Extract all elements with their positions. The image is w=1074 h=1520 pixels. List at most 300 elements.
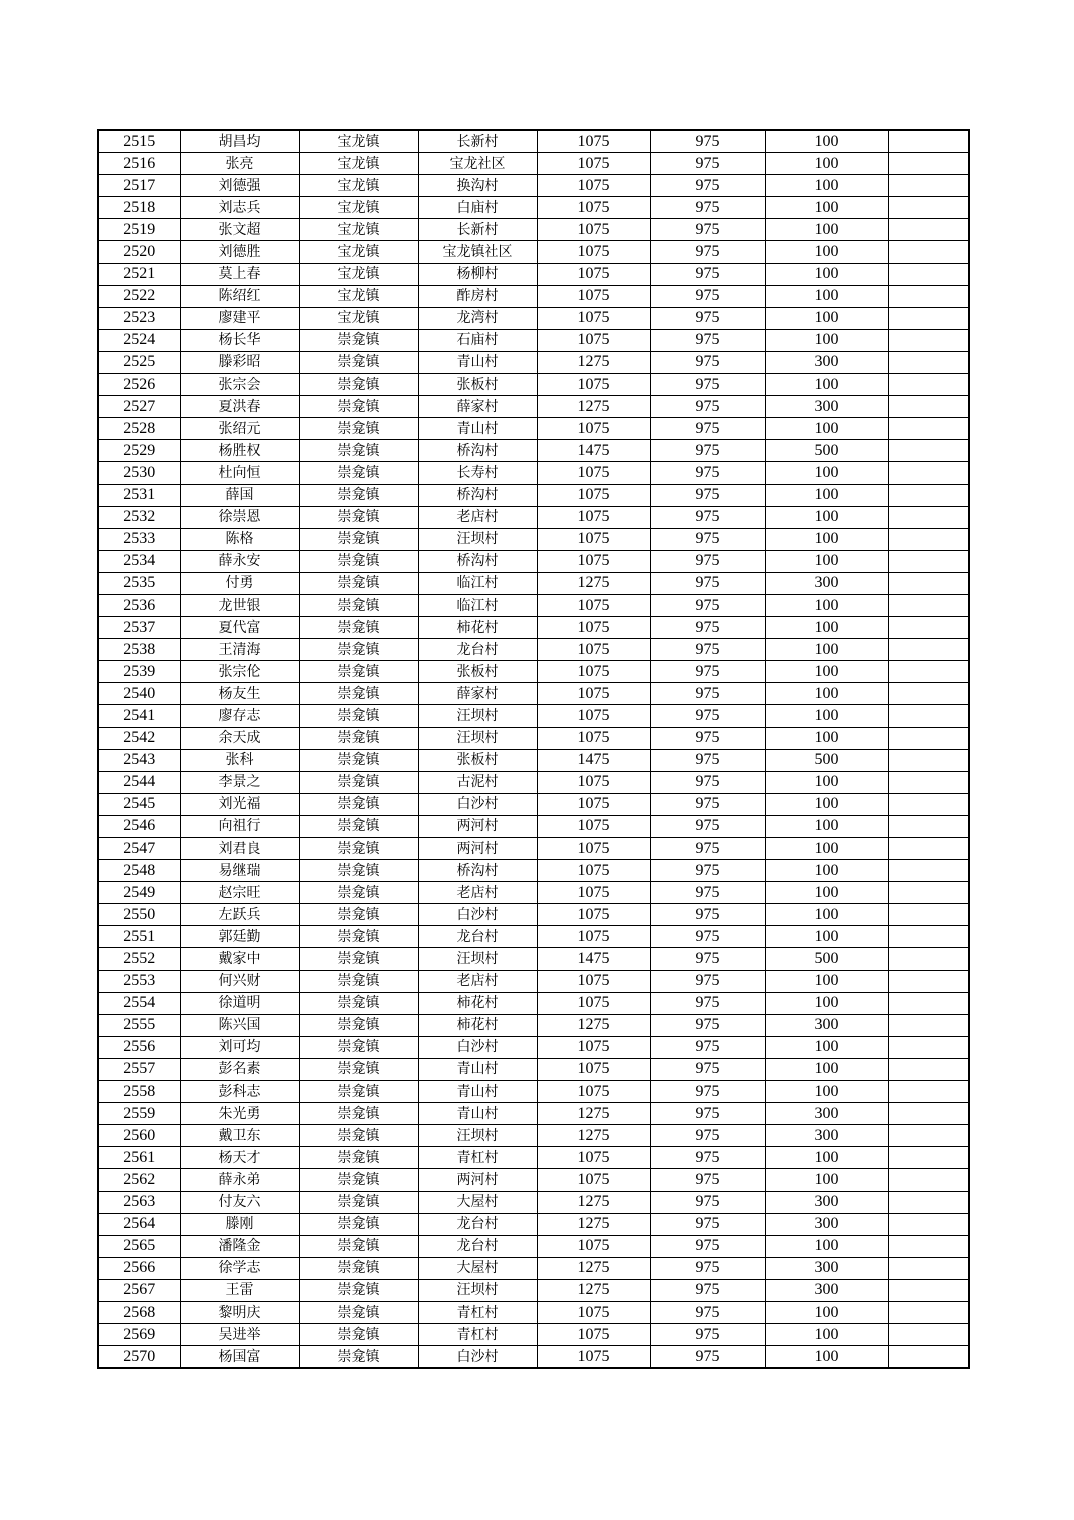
village-cell: 宝龙镇社区 <box>418 241 537 263</box>
total-amount-cell: 1075 <box>537 175 650 197</box>
village-cell: 桥沟村 <box>418 550 537 572</box>
total-amount-cell: 1475 <box>537 749 650 771</box>
name-cell: 薛永安 <box>180 550 299 572</box>
remarks-cell <box>888 1324 969 1346</box>
base-amount-cell: 975 <box>650 307 765 329</box>
name-cell: 徐道明 <box>180 992 299 1014</box>
extra-amount-cell: 100 <box>765 639 888 661</box>
name-cell: 杨胜权 <box>180 440 299 462</box>
row-number-cell: 2536 <box>98 594 180 616</box>
total-amount-cell: 1075 <box>537 506 650 528</box>
table-row <box>98 351 969 373</box>
remarks-cell <box>888 1103 969 1125</box>
total-amount-cell: 1075 <box>537 815 650 837</box>
table-row <box>98 1058 969 1080</box>
table-row <box>98 307 969 329</box>
name-cell: 张宗会 <box>180 374 299 396</box>
row-number-cell: 2519 <box>98 219 180 241</box>
extra-amount-cell: 100 <box>765 329 888 351</box>
name-cell: 刘志兵 <box>180 197 299 219</box>
village-cell: 大屋村 <box>418 1191 537 1213</box>
row-number-cell: 2563 <box>98 1191 180 1213</box>
name-cell: 刘德强 <box>180 175 299 197</box>
name-cell: 戴家中 <box>180 948 299 970</box>
base-amount-cell: 975 <box>650 661 765 683</box>
remarks-cell <box>888 683 969 705</box>
village-cell: 张板村 <box>418 749 537 771</box>
name-cell: 滕彩昭 <box>180 351 299 373</box>
name-cell: 龙世银 <box>180 594 299 616</box>
village-cell: 长新村 <box>418 219 537 241</box>
table-row <box>98 771 969 793</box>
row-number-cell: 2515 <box>98 130 180 153</box>
name-cell: 付友六 <box>180 1191 299 1213</box>
table-row <box>98 1103 969 1125</box>
total-amount-cell: 1075 <box>537 970 650 992</box>
town-cell: 崇龛镇 <box>299 1213 418 1235</box>
village-cell: 柿花村 <box>418 617 537 639</box>
table-row <box>98 440 969 462</box>
extra-amount-cell: 100 <box>765 882 888 904</box>
base-amount-cell: 975 <box>650 219 765 241</box>
remarks-cell <box>888 396 969 418</box>
village-cell: 青山村 <box>418 351 537 373</box>
remarks-cell <box>888 815 969 837</box>
total-amount-cell: 1075 <box>537 705 650 727</box>
base-amount-cell: 975 <box>650 484 765 506</box>
village-cell: 青山村 <box>418 1103 537 1125</box>
extra-amount-cell: 100 <box>765 661 888 683</box>
name-cell: 刘可均 <box>180 1036 299 1058</box>
village-cell: 汪坝村 <box>418 948 537 970</box>
remarks-cell <box>888 241 969 263</box>
total-amount-cell: 1075 <box>537 528 650 550</box>
table-row <box>98 219 969 241</box>
village-cell: 老店村 <box>418 506 537 528</box>
extra-amount-cell: 100 <box>765 307 888 329</box>
remarks-cell <box>888 153 969 175</box>
remarks-cell <box>888 838 969 860</box>
base-amount-cell: 975 <box>650 992 765 1014</box>
remarks-cell <box>888 1036 969 1058</box>
total-amount-cell: 1075 <box>537 1036 650 1058</box>
row-number-cell: 2523 <box>98 307 180 329</box>
remarks-cell <box>888 617 969 639</box>
base-amount-cell: 975 <box>650 130 765 153</box>
base-amount-cell: 975 <box>650 860 765 882</box>
remarks-cell <box>888 882 969 904</box>
table-row <box>98 815 969 837</box>
name-cell: 夏洪春 <box>180 396 299 418</box>
total-amount-cell: 1275 <box>537 1125 650 1147</box>
table-row <box>98 661 969 683</box>
village-cell: 龙台村 <box>418 926 537 948</box>
remarks-cell <box>888 1191 969 1213</box>
remarks-cell <box>888 1235 969 1257</box>
village-cell: 大屋村 <box>418 1257 537 1279</box>
row-number-cell: 2529 <box>98 440 180 462</box>
total-amount-cell: 1075 <box>537 462 650 484</box>
town-cell: 崇龛镇 <box>299 661 418 683</box>
table-row <box>98 1324 969 1346</box>
total-amount-cell: 1075 <box>537 130 650 153</box>
total-amount-cell: 1075 <box>537 838 650 860</box>
town-cell: 崇龛镇 <box>299 749 418 771</box>
remarks-cell <box>888 594 969 616</box>
village-cell: 白沙村 <box>418 1036 537 1058</box>
town-cell: 崇龛镇 <box>299 1169 418 1191</box>
name-cell: 易继瑞 <box>180 860 299 882</box>
name-cell: 张文超 <box>180 219 299 241</box>
town-cell: 崇龛镇 <box>299 1257 418 1279</box>
town-cell: 崇龛镇 <box>299 705 418 727</box>
table-row <box>98 617 969 639</box>
town-cell: 崇龛镇 <box>299 329 418 351</box>
total-amount-cell: 1075 <box>537 793 650 815</box>
row-number-cell: 2524 <box>98 329 180 351</box>
village-cell: 柿花村 <box>418 1014 537 1036</box>
total-amount-cell: 1075 <box>537 197 650 219</box>
village-cell: 白沙村 <box>418 1346 537 1369</box>
village-cell: 杨柳村 <box>418 263 537 285</box>
total-amount-cell: 1275 <box>537 1279 650 1301</box>
row-number-cell: 2558 <box>98 1081 180 1103</box>
village-cell: 张板村 <box>418 661 537 683</box>
extra-amount-cell: 300 <box>765 572 888 594</box>
base-amount-cell: 975 <box>650 1191 765 1213</box>
village-cell: 薛家村 <box>418 683 537 705</box>
table-row <box>98 550 969 572</box>
base-amount-cell: 975 <box>650 528 765 550</box>
town-cell: 崇龛镇 <box>299 793 418 815</box>
row-number-cell: 2561 <box>98 1147 180 1169</box>
row-number-cell: 2542 <box>98 727 180 749</box>
base-amount-cell: 975 <box>650 153 765 175</box>
row-number-cell: 2516 <box>98 153 180 175</box>
village-cell: 临江村 <box>418 594 537 616</box>
table-row <box>98 1036 969 1058</box>
total-amount-cell: 1075 <box>537 1147 650 1169</box>
extra-amount-cell: 100 <box>765 550 888 572</box>
extra-amount-cell: 100 <box>765 727 888 749</box>
town-cell: 崇龛镇 <box>299 860 418 882</box>
extra-amount-cell: 100 <box>765 1036 888 1058</box>
total-amount-cell: 1075 <box>537 904 650 926</box>
total-amount-cell: 1075 <box>537 1169 650 1191</box>
town-cell: 宝龙镇 <box>299 263 418 285</box>
extra-amount-cell: 300 <box>765 1279 888 1301</box>
village-cell: 龙台村 <box>418 639 537 661</box>
village-cell: 酢房村 <box>418 285 537 307</box>
table-row <box>98 860 969 882</box>
total-amount-cell: 1075 <box>537 484 650 506</box>
remarks-cell <box>888 418 969 440</box>
village-cell: 青山村 <box>418 1058 537 1080</box>
village-cell: 两河村 <box>418 838 537 860</box>
extra-amount-cell: 500 <box>765 948 888 970</box>
extra-amount-cell: 100 <box>765 462 888 484</box>
table-row <box>98 1235 969 1257</box>
base-amount-cell: 975 <box>650 1257 765 1279</box>
table-row <box>98 153 969 175</box>
base-amount-cell: 975 <box>650 727 765 749</box>
village-cell: 石庙村 <box>418 329 537 351</box>
extra-amount-cell: 100 <box>765 153 888 175</box>
extra-amount-cell: 100 <box>765 815 888 837</box>
total-amount-cell: 1075 <box>537 727 650 749</box>
name-cell: 杨国富 <box>180 1346 299 1369</box>
town-cell: 宝龙镇 <box>299 285 418 307</box>
base-amount-cell: 975 <box>650 351 765 373</box>
name-cell: 王雷 <box>180 1279 299 1301</box>
table-row <box>98 528 969 550</box>
name-cell: 莫上春 <box>180 263 299 285</box>
name-cell: 余天成 <box>180 727 299 749</box>
row-number-cell: 2531 <box>98 484 180 506</box>
town-cell: 宝龙镇 <box>299 153 418 175</box>
base-amount-cell: 975 <box>650 1036 765 1058</box>
remarks-cell <box>888 462 969 484</box>
extra-amount-cell: 300 <box>765 396 888 418</box>
remarks-cell <box>888 263 969 285</box>
extra-amount-cell: 100 <box>765 1081 888 1103</box>
total-amount-cell: 1075 <box>537 926 650 948</box>
row-number-cell: 2549 <box>98 882 180 904</box>
row-number-cell: 2550 <box>98 904 180 926</box>
extra-amount-cell: 100 <box>765 506 888 528</box>
extra-amount-cell: 100 <box>765 617 888 639</box>
remarks-cell <box>888 307 969 329</box>
name-cell: 陈兴国 <box>180 1014 299 1036</box>
row-number-cell: 2555 <box>98 1014 180 1036</box>
table-row <box>98 1169 969 1191</box>
remarks-cell <box>888 661 969 683</box>
table-row <box>98 263 969 285</box>
table-row <box>98 882 969 904</box>
remarks-cell <box>888 771 969 793</box>
name-cell: 戴卫东 <box>180 1125 299 1147</box>
row-number-cell: 2547 <box>98 838 180 860</box>
base-amount-cell: 975 <box>650 793 765 815</box>
remarks-cell <box>888 793 969 815</box>
village-cell: 老店村 <box>418 970 537 992</box>
row-number-cell: 2545 <box>98 793 180 815</box>
base-amount-cell: 975 <box>650 1169 765 1191</box>
row-number-cell: 2535 <box>98 572 180 594</box>
village-cell: 宝龙社区 <box>418 153 537 175</box>
table-row <box>98 970 969 992</box>
total-amount-cell: 1075 <box>537 153 650 175</box>
town-cell: 崇龛镇 <box>299 374 418 396</box>
remarks-cell <box>888 1125 969 1147</box>
total-amount-cell: 1075 <box>537 1301 650 1323</box>
name-cell: 张科 <box>180 749 299 771</box>
remarks-cell <box>888 219 969 241</box>
name-cell: 刘君良 <box>180 838 299 860</box>
table-row <box>98 572 969 594</box>
extra-amount-cell: 100 <box>765 1346 888 1369</box>
row-number-cell: 2568 <box>98 1301 180 1323</box>
roster-table-body <box>98 130 969 1368</box>
town-cell: 宝龙镇 <box>299 175 418 197</box>
town-cell: 崇龛镇 <box>299 1081 418 1103</box>
row-number-cell: 2530 <box>98 462 180 484</box>
total-amount-cell: 1275 <box>537 1257 650 1279</box>
name-cell: 廖存志 <box>180 705 299 727</box>
row-number-cell: 2559 <box>98 1103 180 1125</box>
table-row <box>98 285 969 307</box>
extra-amount-cell: 100 <box>765 219 888 241</box>
base-amount-cell: 975 <box>650 329 765 351</box>
base-amount-cell: 975 <box>650 1213 765 1235</box>
town-cell: 宝龙镇 <box>299 197 418 219</box>
extra-amount-cell: 100 <box>765 484 888 506</box>
base-amount-cell: 975 <box>650 285 765 307</box>
remarks-cell <box>888 705 969 727</box>
name-cell: 杜向恒 <box>180 462 299 484</box>
extra-amount-cell: 100 <box>765 528 888 550</box>
extra-amount-cell: 100 <box>765 241 888 263</box>
village-cell: 白沙村 <box>418 904 537 926</box>
total-amount-cell: 1075 <box>537 639 650 661</box>
row-number-cell: 2540 <box>98 683 180 705</box>
town-cell: 崇龛镇 <box>299 550 418 572</box>
total-amount-cell: 1075 <box>537 1081 650 1103</box>
extra-amount-cell: 100 <box>765 926 888 948</box>
total-amount-cell: 1075 <box>537 683 650 705</box>
base-amount-cell: 975 <box>650 241 765 263</box>
town-cell: 崇龛镇 <box>299 1279 418 1301</box>
base-amount-cell: 975 <box>650 263 765 285</box>
row-number-cell: 2567 <box>98 1279 180 1301</box>
village-cell: 汪坝村 <box>418 528 537 550</box>
name-cell: 薛国 <box>180 484 299 506</box>
total-amount-cell: 1075 <box>537 1235 650 1257</box>
town-cell: 宝龙镇 <box>299 307 418 329</box>
total-amount-cell: 1075 <box>537 219 650 241</box>
village-cell: 汪坝村 <box>418 1279 537 1301</box>
extra-amount-cell: 300 <box>765 1191 888 1213</box>
base-amount-cell: 975 <box>650 1125 765 1147</box>
town-cell: 崇龛镇 <box>299 351 418 373</box>
total-amount-cell: 1075 <box>537 594 650 616</box>
row-number-cell: 2553 <box>98 970 180 992</box>
row-number-cell: 2570 <box>98 1346 180 1369</box>
name-cell: 刘光福 <box>180 793 299 815</box>
table-row <box>98 727 969 749</box>
base-amount-cell: 975 <box>650 418 765 440</box>
total-amount-cell: 1275 <box>537 1191 650 1213</box>
village-cell: 青山村 <box>418 418 537 440</box>
remarks-cell <box>888 130 969 153</box>
town-cell: 崇龛镇 <box>299 771 418 793</box>
total-amount-cell: 1075 <box>537 329 650 351</box>
total-amount-cell: 1075 <box>537 992 650 1014</box>
row-number-cell: 2543 <box>98 749 180 771</box>
row-number-cell: 2518 <box>98 197 180 219</box>
total-amount-cell: 1275 <box>537 1213 650 1235</box>
row-number-cell: 2564 <box>98 1213 180 1235</box>
remarks-cell <box>888 285 969 307</box>
village-cell: 汪坝村 <box>418 1125 537 1147</box>
table-row <box>98 1081 969 1103</box>
table-row <box>98 594 969 616</box>
table-row <box>98 130 969 153</box>
table-row <box>98 683 969 705</box>
base-amount-cell: 975 <box>650 1279 765 1301</box>
row-number-cell: 2552 <box>98 948 180 970</box>
table-row <box>98 241 969 263</box>
total-amount-cell: 1075 <box>537 263 650 285</box>
name-cell: 杨长华 <box>180 329 299 351</box>
town-cell: 崇龛镇 <box>299 1058 418 1080</box>
town-cell: 崇龛镇 <box>299 1103 418 1125</box>
remarks-cell <box>888 860 969 882</box>
base-amount-cell: 975 <box>650 572 765 594</box>
total-amount-cell: 1475 <box>537 948 650 970</box>
village-cell: 龙台村 <box>418 1235 537 1257</box>
town-cell: 崇龛镇 <box>299 572 418 594</box>
town-cell: 崇龛镇 <box>299 1346 418 1369</box>
town-cell: 崇龛镇 <box>299 926 418 948</box>
town-cell: 崇龛镇 <box>299 484 418 506</box>
town-cell: 崇龛镇 <box>299 727 418 749</box>
extra-amount-cell: 100 <box>765 904 888 926</box>
village-cell: 两河村 <box>418 815 537 837</box>
village-cell: 龙台村 <box>418 1213 537 1235</box>
remarks-cell <box>888 1058 969 1080</box>
name-cell: 陈格 <box>180 528 299 550</box>
base-amount-cell: 975 <box>650 197 765 219</box>
row-number-cell: 2557 <box>98 1058 180 1080</box>
base-amount-cell: 975 <box>650 771 765 793</box>
town-cell: 崇龛镇 <box>299 1324 418 1346</box>
table-row <box>98 838 969 860</box>
extra-amount-cell: 100 <box>765 175 888 197</box>
remarks-cell <box>888 175 969 197</box>
name-cell: 何兴财 <box>180 970 299 992</box>
table-row <box>98 175 969 197</box>
name-cell: 向祖行 <box>180 815 299 837</box>
town-cell: 宝龙镇 <box>299 219 418 241</box>
total-amount-cell: 1075 <box>537 418 650 440</box>
total-amount-cell: 1075 <box>537 882 650 904</box>
remarks-cell <box>888 749 969 771</box>
base-amount-cell: 975 <box>650 440 765 462</box>
remarks-cell <box>888 727 969 749</box>
remarks-cell <box>888 484 969 506</box>
town-cell: 崇龛镇 <box>299 683 418 705</box>
row-number-cell: 2537 <box>98 617 180 639</box>
row-number-cell: 2534 <box>98 550 180 572</box>
base-amount-cell: 975 <box>650 1058 765 1080</box>
town-cell: 崇龛镇 <box>299 1147 418 1169</box>
total-amount-cell: 1275 <box>537 351 650 373</box>
extra-amount-cell: 100 <box>765 992 888 1014</box>
town-cell: 崇龛镇 <box>299 838 418 860</box>
extra-amount-cell: 500 <box>765 749 888 771</box>
row-number-cell: 2525 <box>98 351 180 373</box>
village-cell: 桥沟村 <box>418 860 537 882</box>
base-amount-cell: 975 <box>650 1103 765 1125</box>
town-cell: 崇龛镇 <box>299 992 418 1014</box>
total-amount-cell: 1075 <box>537 285 650 307</box>
extra-amount-cell: 100 <box>765 1301 888 1323</box>
row-number-cell: 2533 <box>98 528 180 550</box>
total-amount-cell: 1475 <box>537 440 650 462</box>
remarks-cell <box>888 329 969 351</box>
remarks-cell <box>888 992 969 1014</box>
